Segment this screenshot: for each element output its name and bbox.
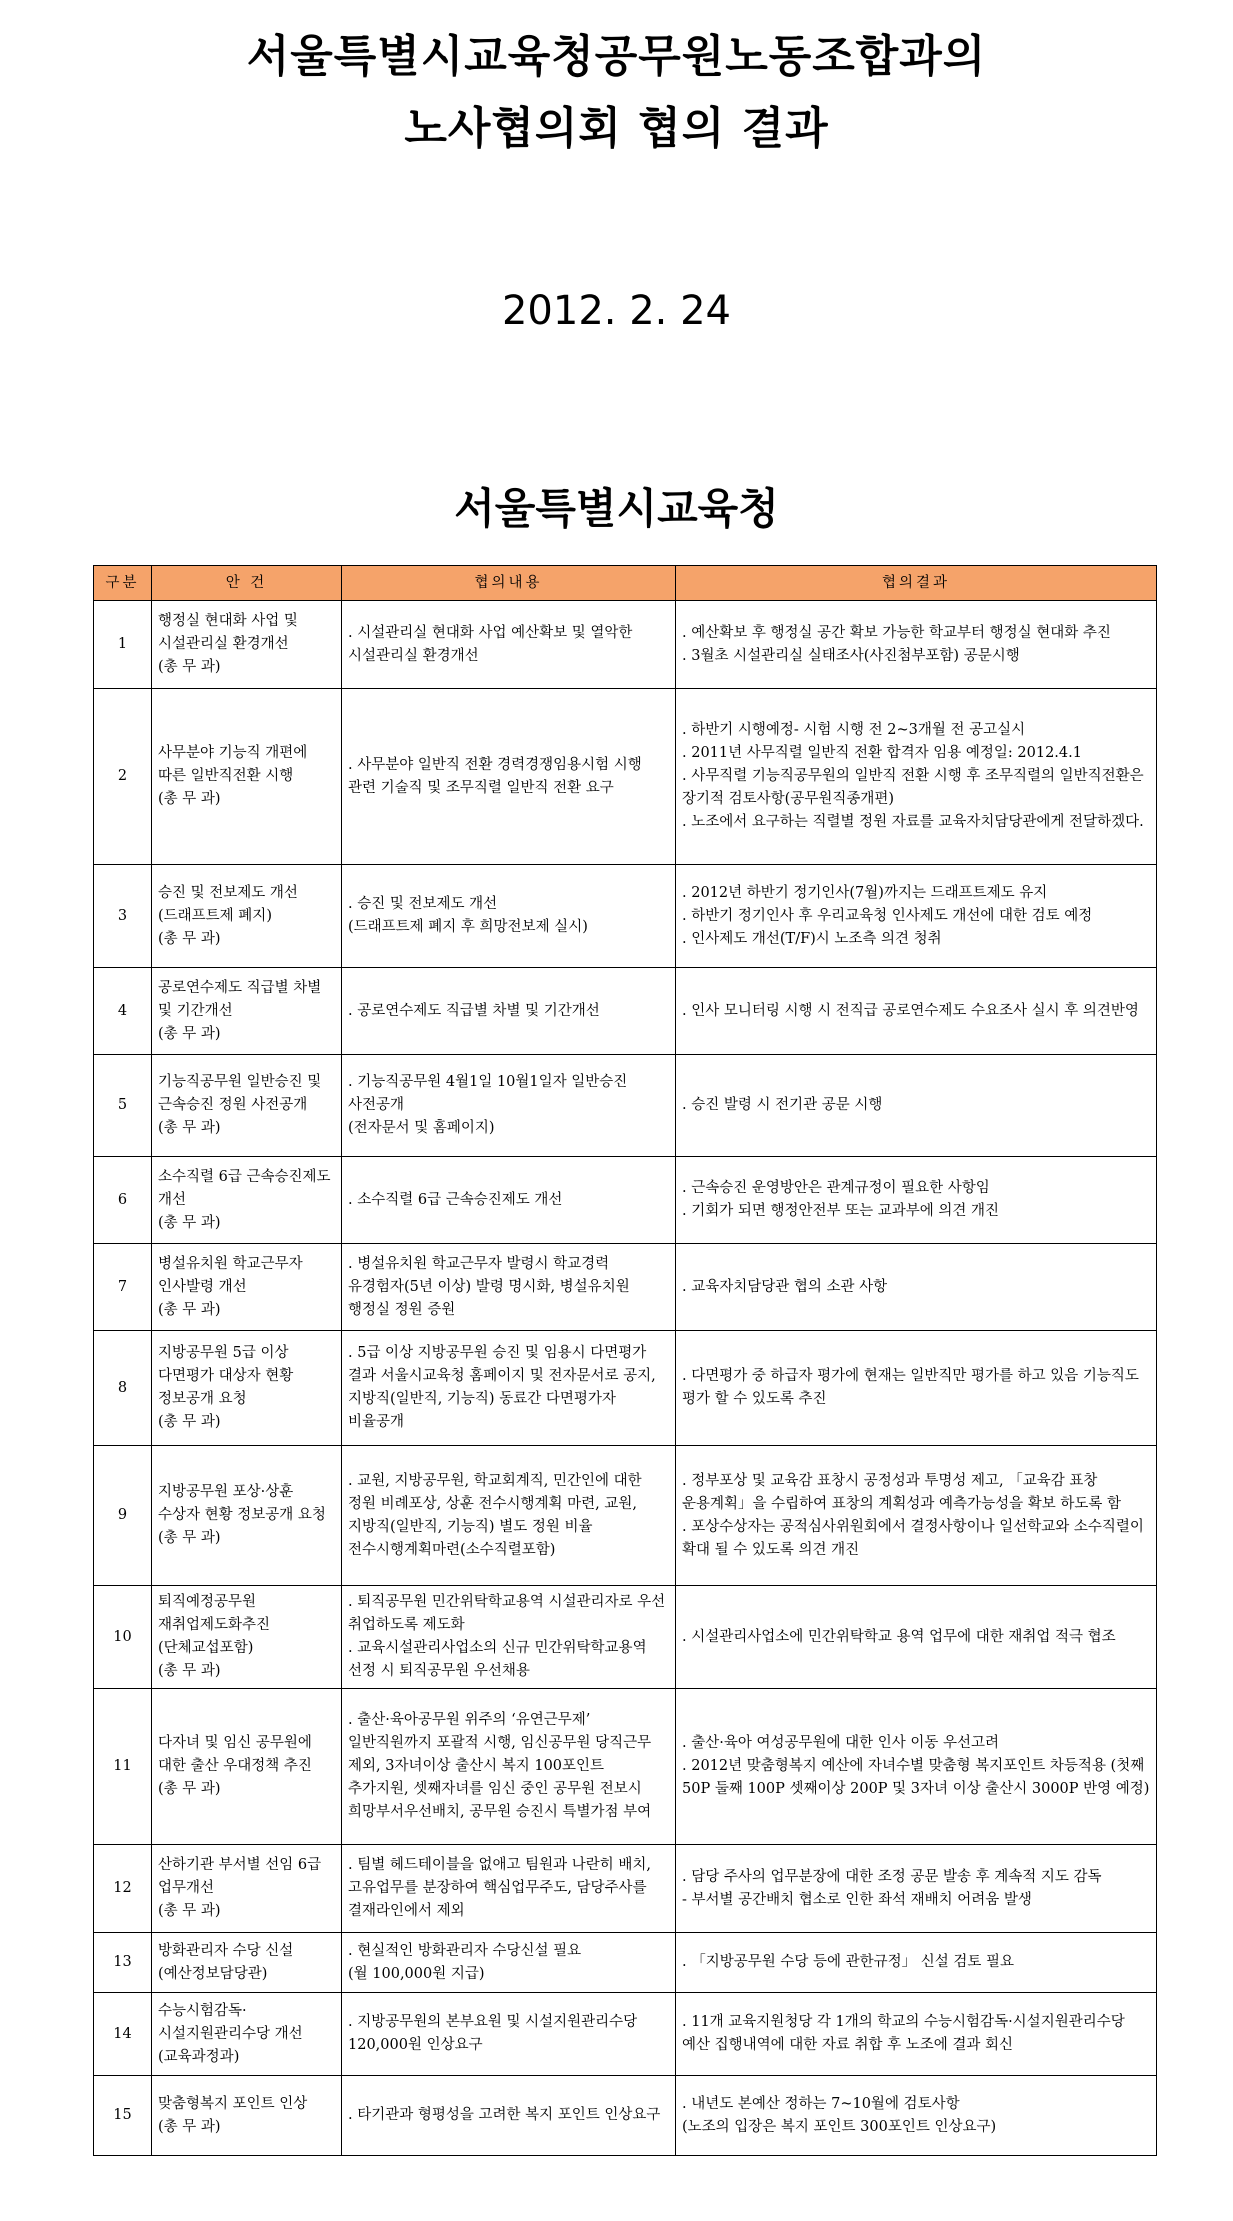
content-cell: [342, 865, 676, 968]
agenda-cell-line: 수능시험감독·시설지원관리수당 개선: [158, 2002, 303, 2042]
agenda-cell-line: 소수직렬 6급 근속승진제도 개선: [158, 1168, 331, 1208]
result-cell-line: (노조의 입장은 복지 포인트 300포인트 인상요구): [682, 2118, 997, 2135]
content-cell: [342, 1993, 676, 2076]
table-row: [94, 1055, 1157, 1157]
result-cell-line: . 사무직렬 기능직공무원의 일반직 전환 시행 후 조무직렬의 일반직전환은 장기적 검토사항(공무원직종개편): [682, 768, 1144, 807]
result-cell: [676, 2076, 1157, 2156]
result-cell-line: . 정부포상 및 교육감 표창시 공정성과 투명성 제고, 「교육감 표창 운용계획」을 수립하여 표창의 계획성과 예측가능성을 확보 하도록 함: [682, 1472, 1121, 1512]
row-number: 12: [94, 1845, 152, 1933]
row-number: 13: [94, 1933, 152, 1993]
agenda-cell-line: 방화관리자 수당 신설: [158, 1942, 294, 1959]
result-cell-line: . 포상수상자는 공적심사위원회에서 결정사항이나 일선학교와 소수직렬이 확대 될 수 있도록 의견 개진: [682, 1518, 1144, 1558]
document-title-line1: 서울특별시교육청공무원노동조합과의: [246, 31, 987, 82]
result-cell-line: - 부서별 공간배치 협소로 인한 좌석 재배치 어려움 발생: [682, 1891, 1032, 1908]
content-cell: [342, 968, 676, 1055]
organization-name: 서울특별시교육청: [454, 484, 779, 533]
content-cell: [342, 1244, 676, 1331]
content-cell-line: . 시설관리실 현대화 사업 예산확보 및 열악한 시설관리실 환경개선: [348, 624, 633, 664]
result-cell-line: . 2011년 사무직렬 일반직 전환 합격자 임용 예정일: 2012.4.1: [682, 745, 1082, 761]
content-cell: [342, 1446, 676, 1586]
agenda-cell: [152, 865, 342, 968]
row-number: 10: [94, 1586, 152, 1689]
table-row: [94, 1157, 1157, 1244]
result-cell-line: . 2012년 하반기 정기인사(7월)까지는 드래프트제도 유지: [682, 884, 1048, 901]
agenda-cell-line: (총 무 과): [158, 1025, 221, 1042]
agenda-cell-line: (총 무 과): [158, 1663, 221, 1679]
agenda-cell-line: (총 무 과): [158, 1530, 221, 1546]
table-row: [94, 968, 1157, 1055]
result-cell-line: . 2012년 맞춤형복지 예산에 자녀수별 맞춤형 복지포인트 차등적용 (첫째 50P 둘째 100P 셋째이상 200P 및 3자녀 이상 출산시 3000P 반영 예정): [682, 1758, 1150, 1797]
table-row: [94, 1933, 1157, 1993]
column-header-agenda: 안 건: [152, 566, 342, 601]
agenda-cell: [152, 689, 342, 865]
result-cell-line: . 출산·육아 여성공무원에 대한 인사 이동 우선고려: [682, 1735, 1000, 1751]
row-number: 6: [94, 1157, 152, 1244]
result-cell-line: . 근속승진 운영방안은 관계규정이 필요한 사항임: [682, 1180, 990, 1196]
agenda-cell-line: (총 무 과): [158, 791, 221, 807]
row-number: 4: [94, 968, 152, 1055]
agenda-cell-line: 병설유치원 학교근무자 인사발령 개선: [158, 1255, 303, 1295]
agenda-cell: [152, 1446, 342, 1586]
row-number: 1: [94, 601, 152, 689]
result-cell: [676, 1993, 1157, 2076]
agenda-cell: [152, 1689, 342, 1845]
agenda-cell-line: (총 무 과): [158, 1301, 221, 1318]
content-cell-line: . 현실적인 방화관리자 수당신설 필요: [348, 1942, 582, 1959]
agenda-cell: [152, 1331, 342, 1446]
result-cell-line: . 다면평가 중 하급자 평가에 현재는 일반직만 평가를 하고 있음 기능직도 평가 할 수 있도록 추진: [682, 1368, 1139, 1407]
result-cell: [676, 968, 1157, 1055]
agenda-cell-line: 사무분야 기능직 개편에 따른 일반직전환 시행: [158, 745, 308, 784]
content-cell-line: . 퇴직공무원 민간위탁학교용역 시설관리자로 우선 취업하도록 제도화: [348, 1594, 666, 1633]
table-header-row: [94, 566, 1157, 601]
content-cell: [342, 1689, 676, 1845]
content-cell-line: . 교원, 지방공무원, 학교회계직, 민간인에 대한 정원 비례포상, 상훈 전수시행계획 마련, 교원, 지방직(일반직, 기능직) 별도 정원 비율 전수시행계획마련(소수직렬포함): [348, 1472, 642, 1558]
agenda-cell-line: (총 무 과): [158, 1781, 221, 1797]
agenda-cell-line: 지방공무원 5급 이상 다면평가 대상자 현황 정보공개 요청: [158, 1345, 294, 1407]
agenda-cell-line: (총 무 과): [158, 1903, 221, 1919]
agenda-cell-line: 맞춤형복지 포인트 인상: [158, 2095, 308, 2112]
result-cell: [676, 689, 1157, 865]
result-cell: [676, 865, 1157, 968]
result-cell: [676, 1586, 1157, 1689]
result-cell-line: . 시설관리사업소에 민간위탁학교 용역 업무에 대한 재취업 적극 협조: [682, 1628, 1116, 1645]
result-cell-line: . 내년도 본예산 정하는 7~10월에 검토사항: [682, 2095, 960, 2112]
agenda-cell-line: (총 무 과): [158, 659, 221, 675]
result-cell: [676, 1244, 1157, 1331]
agenda-cell-line: (총 무 과): [158, 2118, 221, 2135]
result-cell-line: . 인사제도 개선(T/F)시 노조측 의견 청취: [682, 930, 942, 947]
agenda-cell: [152, 1055, 342, 1157]
row-number: 14: [94, 1993, 152, 2076]
consultation-results-table: [93, 565, 1157, 2156]
table-row: [94, 1446, 1157, 1586]
agenda-cell: [152, 2076, 342, 2156]
agenda-cell-line: 기능직공무원 일반승진 및 근속승진 정원 사전공개: [158, 1074, 322, 1113]
agenda-cell-line: 다자녀 및 임신 공무원에 대한 출산 우대정책 추진: [158, 1735, 312, 1774]
column-header-result: 협의결과: [676, 566, 1157, 601]
row-number: 9: [94, 1446, 152, 1586]
result-cell-line: . 인사 모니터링 시행 시 전직급 공로연수제도 수요조사 실시 후 의견반영: [682, 1002, 1139, 1019]
result-cell: [676, 601, 1157, 689]
content-cell: [342, 601, 676, 689]
content-cell-line: (월 100,000원 지급): [348, 1965, 485, 1982]
agenda-cell-line: 지방공무원 포상·상훈 수상자 현황 정보공개 요청: [158, 1484, 326, 1523]
column-header-no: 구분: [94, 566, 152, 601]
content-cell-line: . 교육시설관리사업소의 신규 민간위탁학교용역 선정 시 퇴직공무원 우선채용: [348, 1640, 647, 1679]
result-cell: [676, 1157, 1157, 1244]
content-cell-line: . 5급 이상 지방공무원 승진 및 임용시 다면평가 결과 서울시교육청 홈페이지 및 전자문서로 공지, 지방직(일반직, 기능직) 동료간 다면평가자 비율공개: [348, 1345, 656, 1430]
content-cell-line: . 기능직공무원 4월1일 10월1일자 일반승진 사전공개: [348, 1074, 628, 1113]
result-cell: [676, 1446, 1157, 1586]
agenda-cell-line: (총 무 과): [158, 1414, 221, 1430]
content-cell-line: (전자문서 및 홈페이지): [348, 1120, 495, 1136]
content-cell: [342, 1845, 676, 1933]
result-cell: [676, 1689, 1157, 1845]
result-cell: [676, 1933, 1157, 1993]
result-cell-line: . 승진 발령 시 전기관 공문 시행: [682, 1097, 883, 1113]
content-cell: [342, 1933, 676, 1993]
content-cell-line: (드래프트제 폐지 후 희망전보제 실시): [348, 919, 588, 935]
row-number: 11: [94, 1689, 152, 1845]
content-cell: [342, 1586, 676, 1689]
result-cell-line: . 11개 교육지원청당 각 1개의 학교의 수능시험감독·시설지원관리수당 예산 집행내역에 대한 자료 취합 후 노조에 결과 회신: [682, 2014, 1125, 2053]
table-row: [94, 601, 1157, 689]
agenda-cell: [152, 1933, 342, 1993]
result-cell-line: . 「지방공무원 수당 등에 관한규정」 신설 검토 필요: [682, 1954, 1015, 1970]
row-number: 5: [94, 1055, 152, 1157]
agenda-cell-line: 산하기관 부서별 선임 6급 업무개선: [158, 1857, 322, 1896]
table-row: [94, 1689, 1157, 1845]
content-cell-line: . 소수직렬 6급 근속승진제도 개선: [348, 1191, 563, 1208]
agenda-cell-line: 퇴직예정공무원 재취업제도화추진(단체교섭포함): [158, 1594, 271, 1656]
agenda-cell: [152, 1845, 342, 1933]
agenda-cell-line: (드래프트제 폐지): [158, 907, 272, 924]
row-number: 3: [94, 865, 152, 968]
result-cell: [676, 1331, 1157, 1446]
table-row: [94, 1845, 1157, 1933]
agenda-cell: [152, 1157, 342, 1244]
row-number: 8: [94, 1331, 152, 1446]
agenda-cell-line: (총 무 과): [158, 930, 221, 947]
content-cell: [342, 1331, 676, 1446]
table-row: [94, 1586, 1157, 1689]
row-number: 7: [94, 1244, 152, 1331]
result-cell-line: . 하반기 시행예정- 시험 시행 전 2~3개월 전 공고실시: [682, 722, 1026, 738]
document-date: 2012. 2. 24: [501, 288, 731, 334]
table-row: [94, 1244, 1157, 1331]
agenda-cell: [152, 1586, 342, 1689]
result-cell-line: . 하반기 정기인사 후 우리교육청 인사제도 개선에 대한 검토 예정: [682, 907, 1093, 924]
result-cell-line: . 예산확보 후 행정실 공간 확보 가능한 학교부터 행정실 현대화 추진: [682, 624, 1111, 641]
result-cell: [676, 1055, 1157, 1157]
result-cell-line: . 담당 주사의 업무분장에 대한 조정 공문 발송 후 계속적 지도 감독: [682, 1868, 1102, 1885]
document-title-line2: 노사협의회 협의 결과: [404, 103, 829, 154]
content-cell-line: . 출산·육아공무원 위주의 ‘유연근무제’ 일반직원까지 포괄적 시행, 임신공무원 당직근무 제외, 3자녀이상 출산시 복지 100포인트 추가지원, 셋째자녀를 임신 중인 공무원 전보시 희망부서우선배치, 공무원 승진시 특별가점 부여: [348, 1712, 652, 1820]
result-cell-line: . 노조에서 요구하는 직렬별 정원 자료를 교육자치담당관에게 전달하겠다.: [682, 814, 1144, 830]
content-cell-line: . 승진 및 전보제도 개선: [348, 896, 498, 912]
table-row: [94, 1993, 1157, 2076]
table-row: [94, 689, 1157, 865]
content-cell-line: . 사무분야 일반직 전환 경력경쟁임용시험 시행 관련 기술직 및 조무직렬 일반직 전환 요구: [348, 756, 642, 796]
row-number: 15: [94, 2076, 152, 2156]
agenda-cell: [152, 968, 342, 1055]
table-row: [94, 865, 1157, 968]
content-cell-line: . 병설유치원 학교근무자 발령시 학교경력 유경험자(5년 이상) 발령 명시화, 병설유치원 행정실 정원 증원: [348, 1255, 630, 1318]
result-cell-line: . 교육자치담당관 협의 소관 사항: [682, 1278, 888, 1295]
result-cell-line: . 3월초 시설관리실 실태조사(사진첨부포함) 공문시행: [682, 647, 1020, 664]
content-cell: [342, 2076, 676, 2156]
agenda-cell-line: (예산정보담당관): [158, 1965, 268, 1982]
agenda-cell-line: 공로연수제도 직급별 차별 및 기간개선: [158, 979, 322, 1019]
agenda-cell-line: (총 무 과): [158, 1214, 221, 1231]
agenda-cell: [152, 601, 342, 689]
table-row: [94, 2076, 1157, 2156]
agenda-cell-line: 행정실 현대화 사업 및 시설관리실 환경개선: [158, 613, 298, 652]
content-cell-line: . 지방공무원의 본부요원 및 시설지원관리수당 120,000원 인상요구: [348, 2014, 638, 2053]
result-cell-line: . 기회가 되면 행정안전부 또는 교과부에 의견 개진: [682, 1203, 1000, 1219]
agenda-cell: [152, 1244, 342, 1331]
content-cell-line: . 타기관과 형평성을 고려한 복지 포인트 인상요구: [348, 2107, 661, 2123]
content-cell: [342, 1055, 676, 1157]
table-row: [94, 1331, 1157, 1446]
agenda-cell: [152, 1993, 342, 2076]
row-number: 2: [94, 689, 152, 865]
content-cell: [342, 689, 676, 865]
agenda-cell-line: 승진 및 전보제도 개선: [158, 884, 298, 901]
content-cell-line: . 팀별 헤드테이블을 없애고 팀원과 나란히 배치, 고유업무를 분장하여 핵심업무주도, 담당주사를 결재라인에서 제외: [348, 1857, 652, 1919]
column-header-content: 협의내용: [342, 566, 676, 601]
content-cell: [342, 1157, 676, 1244]
agenda-cell-line: (총 무 과): [158, 1120, 221, 1136]
result-cell: [676, 1845, 1157, 1933]
agenda-cell-line: (교육과정과): [158, 2048, 240, 2065]
content-cell-line: . 공로연수제도 직급별 차별 및 기간개선: [348, 1002, 600, 1019]
